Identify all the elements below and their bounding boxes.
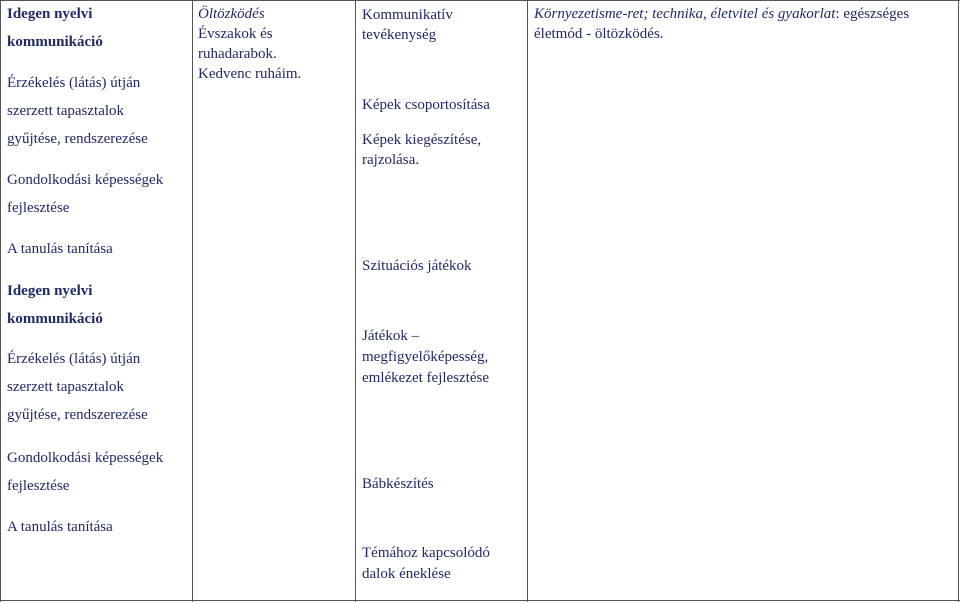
col1-line: fejlesztése	[7, 478, 70, 494]
activity-line: Játékok –	[362, 328, 420, 344]
col1-line: gyűjtése, rendszerezése	[7, 407, 148, 423]
subject-line	[534, 4, 909, 24]
topic-title: Öltözködés	[198, 6, 265, 22]
column-divider-3	[527, 0, 528, 602]
activity-line: rajzolása.	[362, 152, 420, 168]
topic-line: ruhadarabok.	[198, 46, 277, 62]
col1-line: szerzett tapasztalok	[7, 103, 125, 119]
topic-line: Kedvenc ruháim.	[198, 66, 302, 82]
subject-rest: : egészséges	[835, 6, 910, 22]
table-border-right	[958, 0, 959, 602]
col1-line: fejlesztése	[7, 200, 70, 216]
table-border-bottom	[0, 600, 960, 601]
col1-line: Gondolkodási képességek	[7, 450, 164, 466]
col1-line: Érzékelés (látás) útján	[7, 351, 141, 367]
col1-line: kommunikáció	[7, 311, 103, 327]
subject-name: Környezetisme-ret; technika, életvitel és gyakorlat	[534, 6, 836, 22]
table-border-top	[0, 0, 960, 1]
col1-line: A tanulás tanítása	[7, 241, 113, 257]
activity-line: Szituációs játékok	[362, 258, 472, 274]
activity-line: Bábkészítés	[362, 476, 434, 492]
col1-line: Idegen nyelvi	[7, 283, 93, 299]
activity-line: tevékenység	[362, 27, 437, 43]
col1-line: Érzékelés (látás) útján	[7, 75, 141, 91]
activity-line: emlékezet fejlesztése	[362, 370, 490, 386]
col1-line: Gondolkodási képességek	[7, 172, 164, 188]
activity-line: Kommunikatív	[362, 7, 453, 23]
topic-line: Évszakok és	[198, 26, 273, 42]
table-border-left	[0, 0, 1, 602]
activity-line: dalok éneklése	[362, 566, 451, 582]
activity-line: Témához kapcsolódó	[362, 545, 490, 561]
activity-line: megfigyelőképesség,	[362, 349, 489, 365]
subject-line-2: életmód - öltözködés.	[534, 26, 664, 42]
activity-line: Képek csoportosítása	[362, 97, 490, 113]
col1-line: A tanulás tanítása	[7, 519, 113, 535]
column-divider-1	[192, 0, 193, 602]
col1-line: Idegen nyelvi	[7, 6, 93, 22]
col1-line: gyűjtése, rendszerezése	[7, 131, 148, 147]
col1-line: szerzett tapasztalok	[7, 379, 125, 395]
column-divider-2	[355, 0, 356, 602]
col1-line: kommunikáció	[7, 34, 103, 50]
activity-line: Képek kiegészítése,	[362, 132, 482, 148]
